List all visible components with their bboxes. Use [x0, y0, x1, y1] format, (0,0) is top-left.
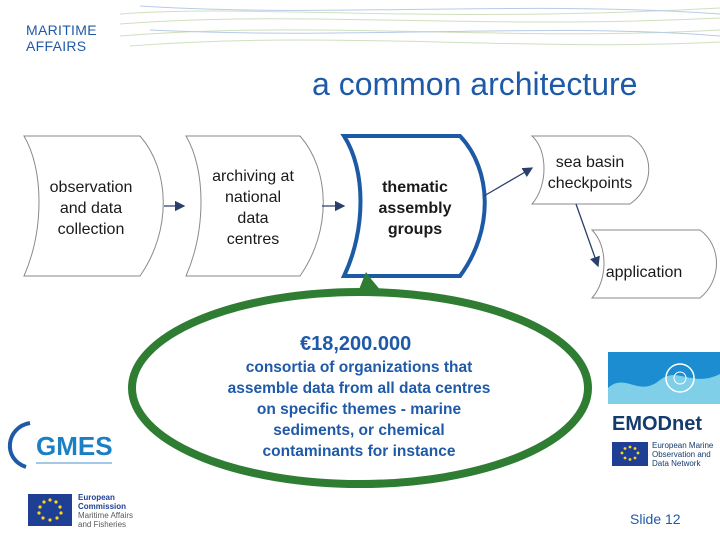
header-line-1: MARITIME — [26, 22, 97, 38]
slide-number: Slide 12 — [630, 511, 681, 527]
svg-text:European Commission Ma — [78, 493, 135, 529]
emodnet-sub-line-1: European Marine — [652, 441, 714, 450]
gmes-logo — [0, 415, 120, 475]
ec-line-1: European — [78, 493, 115, 502]
svg-text:European Marine Observatio — [652, 441, 716, 468]
emodnet-sub-line-2: Observation and — [652, 450, 711, 459]
ec-line-4: and Fisheries — [78, 520, 127, 529]
stage-label-thematic: thematic assembly groups — [378, 179, 452, 238]
european-commission-logo — [28, 490, 158, 536]
emodnet-sub-line-3: Data Network — [652, 459, 701, 468]
gmes-logo-text: GMES — [36, 431, 113, 461]
ec-line-3: Maritime Affairs — [78, 511, 133, 520]
header-line-2: AFFAIRS — [26, 38, 87, 54]
stage-label-sea-basin: sea basin checkpoints — [547, 154, 633, 192]
emodnet-logo — [608, 352, 720, 472]
stage-label-observation: observation and data collection — [49, 179, 133, 238]
ec-line-2: Commission — [78, 502, 127, 511]
page-title: a common architecture — [312, 66, 638, 102]
emodnet-name: EMODnet — [612, 413, 702, 435]
stage-label-archiving: archiving at national data centres — [212, 168, 294, 248]
bubble-description: consortia of organizations that assemble data from all data centres on specific themes - marine sediments, or chemical contaminants for instance — [227, 359, 491, 460]
bubble-amount: €18,200.000 — [300, 333, 412, 355]
stage-label-application: application — [605, 264, 683, 281]
